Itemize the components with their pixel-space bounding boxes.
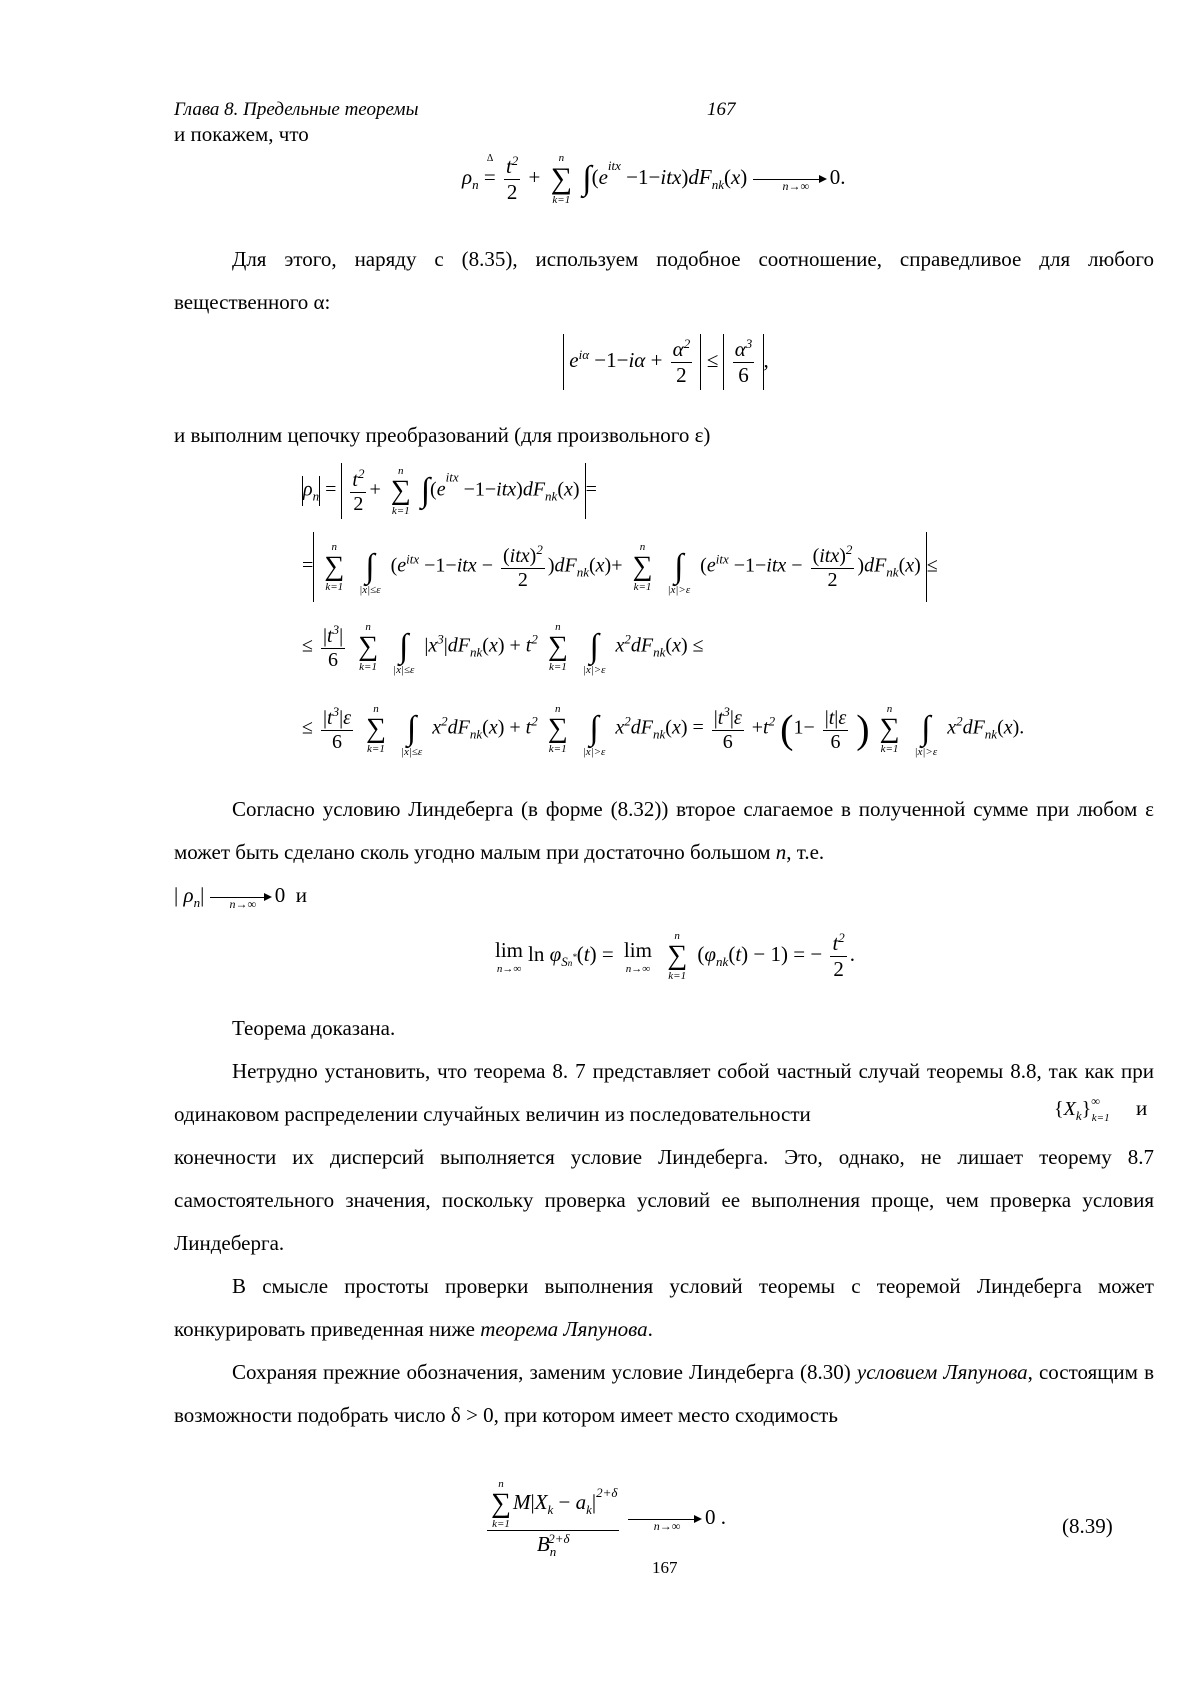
formula-chain-line-2: = n ∑ k=1 ∫ |x|≤ε ($e^{itx} -1-itx$ − $\frac{(itx)^2}{2}$ )$dF_{nk}(x)+$ n ∑ k=1 ∫ |x|>ε ($e^{itx} -1-itx$ − $\frac{(itx)^2}{2}$ )$dF_{nk}(x)$ ≤ [302,532,938,602]
paragraph-chain-intro: и выполним цепочку преобразований (для произвольного ε) [174,423,711,447]
running-header-chapter: Глава 8. Предельные теоремы [174,99,419,120]
formula-chain-line-4: ≤ $\frac{|t^3|\varepsilon}{6}$ n ∑ k=1 ∫ |x|≤ε $x^2dF_{nk}(x) + t^2$ n ∑ k=1 ∫ |x|>ε $x^2dF_{nk}(x)$ = $\frac{|t^3|\varepsilon}{6}$ $+t^2$ (1− $\frac{|t|\varepsilon}{6}$ ) n ∑ k=1 ∫ |x|>ε $x^2dF_{nk}(x)$. [302,703,1025,758]
equation-number-8-39: (8.39) [1062,1514,1113,1538]
paragraph-lindeberg-consequence: Согласно условию Линдеберга (в форме (8.32)) второе слагаемое в полученной сумме при любом ε может быть сделано сколь угодно малым при достаточно большом n, т.е. [174,797,1154,864]
running-header-page-number: 167 [707,99,736,120]
formula-rho-abs-limit: | $\rho_n|$ n→∞ 0 и [174,883,308,911]
formula-alpha-inequality: $e^{i\alpha} -1-i\alpha$ + $\frac{\alpha^2}{2}$ ≤ $\frac{\alpha^3}{6}$ , [563,334,769,390]
paragraph-theorem-8-7-special-case: Нетрудно установить, что теорема 8. 7 представляет собой частный случай теоремы 8.8, так как при одинаковом распределении случайных величин из последовательности [174,1059,1154,1126]
intro-text: и покажем, что [174,122,309,146]
paragraph-5-connector: и [1136,1096,1148,1120]
footer-page-number: 167 [652,1558,678,1577]
formula-rho-definition: $\rho_n$ Δ = $\frac{t^2}{2}$ + n ∑ k=1 $\int(e^{itx} -1-itx)dF_{nk}(x)$ n→∞ 0. [462,152,846,206]
formula-chain-line-3: ≤ $\frac{|t^3|}{6}$ n ∑ k=1 ∫ |x|≤ε $|x^3|dF_{nk}(x) + t^2$ n ∑ k=1 ∫ |x|>ε $x^2dF_{nk}(x)$ ≤ [302,621,704,676]
paragraph-theorem-proved: Теорема доказана. [232,1016,396,1040]
sequence-xk: $\{X_k\}^\infty_{k=1}$ [1054,1094,1110,1124]
paragraph-lyapunov-condition: Сохраняя прежние обозначения, заменим условие Линдеберга (8.30) условием Ляпунова, состоящим в возможности подобрать число δ > 0, при котором имеет место сходимость [174,1360,1154,1427]
paragraph-relation-intro: Для этого, наряду с (8.35), используем подобное соотношение, справедливое для любого вещественного α: [174,247,1154,314]
paragraph-5-continuation: конечности их дисперсий выполняется условие Линдеберга. Это, однако, не лишает теорему 8.7 самостоятельного значения, поскольку проверка условий ее выполнения проще, чем проверка условия Линдеберга. [174,1145,1154,1255]
formula-chain-line-1: $\rho_n$ = $\frac{t^2}{2}$ + n ∑ k=1 $\int(e^{itx} -1-itx)dF_{nk}(x)$ = [303,465,597,517]
formula-log-characteristic-limit: lim n→∞ $\ln \varphi_{Sn^*}(t)$ = lim n→∞ n ∑ k=1 $(\varphi_{nk}(t) - 1)$ = − $\frac{t^2}{2}$ . [495,930,856,982]
formula-lyapunov-condition: n ∑ k=1 $M|X_k - a_k|^{2+\delta}$ $B_n^{2+\delta}$ n→∞ 0 . [484,1478,726,1560]
paragraph-lyapunov-competition: В смысле простоты проверки выполнения условий теоремы с теоремой Линдеберга может конкурировать приведенная ниже теорема Ляпунова. [174,1274,1154,1341]
